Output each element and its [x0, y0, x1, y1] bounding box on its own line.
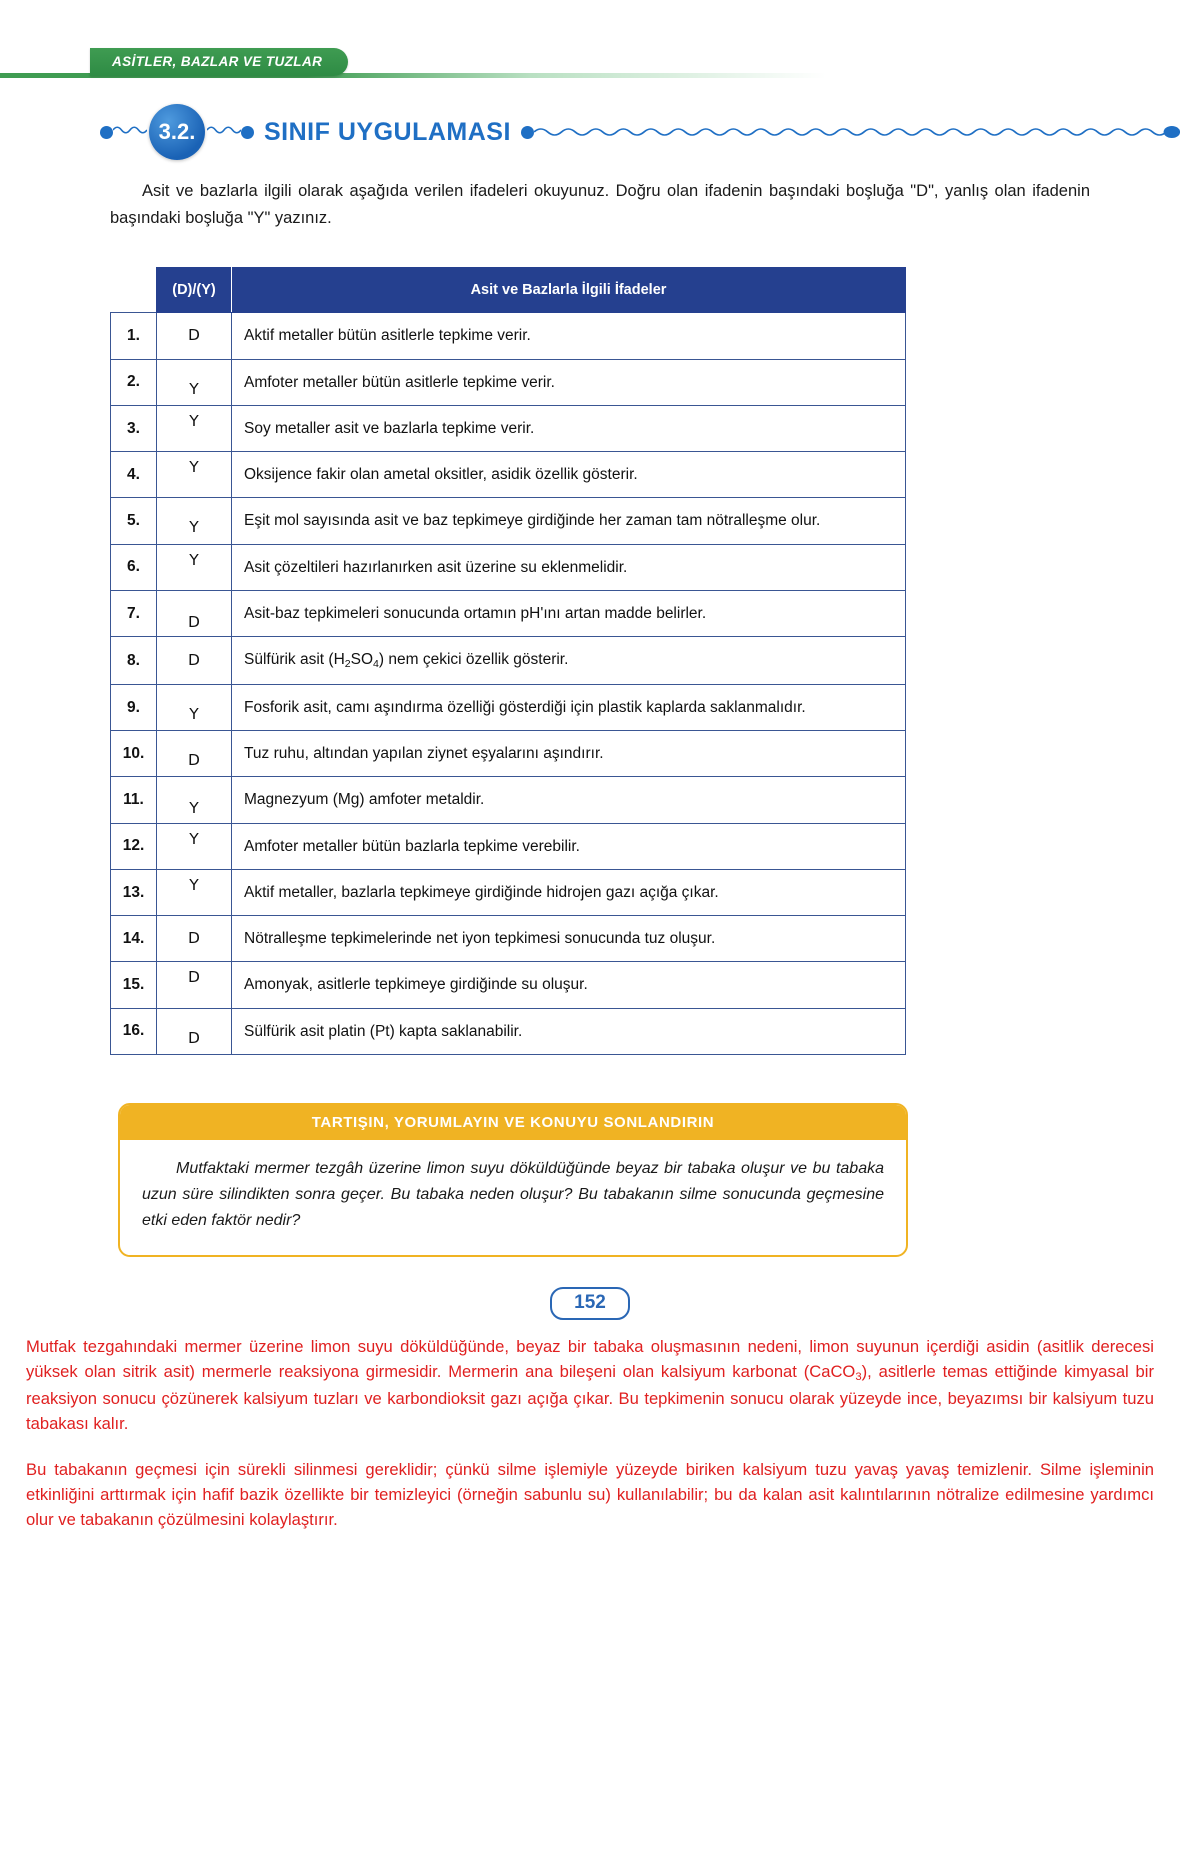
statement-cell: Soy metaller asit ve bazlarla tepkime verir. [232, 405, 906, 451]
header-number [111, 268, 157, 313]
answer-mark: Y [189, 379, 199, 398]
row-number: 8. [111, 637, 157, 685]
answer-mark: D [188, 968, 200, 987]
table-header-row [111, 268, 906, 313]
answer-cell[interactable] [157, 962, 232, 1008]
answer-cell[interactable] [157, 731, 232, 777]
answer-mark: D [188, 929, 200, 948]
answer-cell[interactable] [157, 916, 232, 962]
row-number: 13. [111, 869, 157, 915]
answer-cell[interactable] [157, 498, 232, 544]
squiggle-left-icon [113, 123, 147, 141]
answer-cell[interactable] [157, 1008, 232, 1054]
table-row [111, 544, 906, 590]
table-row [111, 823, 906, 869]
statement-cell: Sülfürik asit platin (Pt) kapta saklanabilir. [232, 1008, 906, 1054]
answer-cell[interactable] [157, 452, 232, 498]
answer-mark: D [188, 650, 200, 669]
table-row [111, 313, 906, 359]
statement-cell: Aktif metaller bütün asitlerle tepkime verir. [232, 313, 906, 359]
table-row [111, 637, 906, 685]
row-number: 15. [111, 962, 157, 1008]
statement-cell: Tuz ruhu, altından yapılan ziynet eşyalarını aşındırır. [232, 731, 906, 777]
row-number: 3. [111, 405, 157, 451]
answer-cell[interactable] [157, 684, 232, 730]
table-body [111, 313, 906, 1055]
row-number: 6. [111, 544, 157, 590]
table-row [111, 731, 906, 777]
section-header [0, 108, 1180, 156]
discussion-box [118, 1103, 908, 1257]
answer-paragraph-2: Bu tabakanın geçmesi için sürekli silinmesi gereklidir; çünkü silme işlemiyle yüzeyde biriken kalsiyum tuzu yavaş yavaş temizlenir. Silme işleminin etkinliğini arttırmak için hafif bazik özellikte bir temizleyici (örneğin sabunlu su) kullanılabilir; bu da kalan asit kalıntılarının nötralize edilmesine yardımcı olur ve tabakanın çözülmesini kolaylaştırır. [26, 1459, 1154, 1530]
table-row [111, 962, 906, 1008]
answer-mark: Y [189, 704, 199, 723]
row-number: 9. [111, 684, 157, 730]
bullet-dot-right-icon [521, 126, 534, 139]
statement-cell: Magnezyum (Mg) amfoter metaldir. [232, 777, 906, 823]
row-number: 16. [111, 1008, 157, 1054]
row-number: 1. [111, 313, 157, 359]
statement-cell: Amfoter metaller bütün asitlerle tepkime verir. [232, 359, 906, 405]
row-number: 7. [111, 590, 157, 636]
answer-cell[interactable] [157, 359, 232, 405]
table-row [111, 498, 906, 544]
answer-mark: D [188, 612, 200, 631]
page-number-container [0, 1287, 1180, 1320]
answer-cell[interactable] [157, 823, 232, 869]
table-row [111, 777, 906, 823]
answer-mark: Y [189, 411, 199, 430]
answer-cell[interactable] [157, 544, 232, 590]
answer-mark: Y [189, 550, 199, 569]
statement-cell: Eşit mol sayısında asit ve baz tepkimeye girdiğinde her zaman tam nötralleşme olur. [232, 498, 906, 544]
row-number: 12. [111, 823, 157, 869]
table-row [111, 869, 906, 915]
header-answer: (D)/(Y) [157, 268, 232, 313]
statements-table [110, 267, 906, 1055]
statement-cell: Amonyak, asitlerle tepkimeye girdiğinde su oluşur. [232, 962, 906, 1008]
intro-paragraph: Asit ve bazlarla ilgili olarak aşağıda verilen ifadeleri okuyunuz. Doğru olan ifadenin başındaki boşluğa "D", yanlış olan ifadenin başındaki boşluğa "Y" yazınız. [110, 182, 1090, 227]
table-row [111, 1008, 906, 1054]
answer-mark: Y [189, 458, 199, 477]
bullet-dot-mid-icon [241, 126, 254, 139]
answer-mark: D [188, 751, 200, 770]
row-number: 2. [111, 359, 157, 405]
answer-mark: Y [189, 875, 199, 894]
row-number: 5. [111, 498, 157, 544]
unit-tab-container [0, 0, 1180, 76]
table-row [111, 452, 906, 498]
statement-cell: Oksijence fakir olan ametal oksitler, asidik özellik gösterir. [232, 452, 906, 498]
answer-mark: D [188, 1028, 200, 1047]
answer-cell[interactable] [157, 777, 232, 823]
statement-cell: Nötralleşme tepkimelerinde net iyon tepkimesi sonucunda tuz oluşur. [232, 916, 906, 962]
answer-mark: D [188, 326, 200, 345]
table-row [111, 359, 906, 405]
answer-cell[interactable] [157, 637, 232, 685]
squiggle-mid-icon [207, 123, 241, 141]
statement-cell: Amfoter metaller bütün bazlarla tepkime verebilir. [232, 823, 906, 869]
statement-cell: Asit çözeltileri hazırlanırken asit üzerine su eklenmelidir. [232, 544, 906, 590]
table-row [111, 405, 906, 451]
answer-mark: Y [189, 799, 199, 818]
statement-cell: Fosforik asit, camı aşındırma özelliği gösterdiği için plastik kaplarda saklanmalıdır. [232, 684, 906, 730]
discussion-body: Mutfaktaki mermer tezgâh üzerine limon suyu döküldüğünde beyaz bir tabaka oluşur ve bu tabaka uzun süre silindikten sonra geçer. Bu tabaka neden oluşur? Bu tabakanın silme sonucunda geçmesine etki eden faktör nedir? [142, 1159, 884, 1230]
statement-cell: Sülfürik asit $(H_2SO_4)$ nem çekici özellik gösterir. [232, 637, 906, 685]
row-number: 4. [111, 452, 157, 498]
row-number: 14. [111, 916, 157, 962]
section-title: SINIF UYGULAMASI [264, 117, 511, 146]
row-number: 10. [111, 731, 157, 777]
squiggle-tail-icon [534, 125, 1180, 139]
statements-table-container [110, 267, 1112, 1055]
answer-cell[interactable] [157, 590, 232, 636]
table-row [111, 684, 906, 730]
answer-cell[interactable] [157, 405, 232, 451]
discussion-title: TARTIŞIN, YORUMLAYIN VE KONUYU SONLANDIRIN [120, 1105, 906, 1140]
unit-tab-label: ASİTLER, BAZLAR VE TUZLAR [90, 48, 348, 76]
table-row [111, 916, 906, 962]
statement-cell: Aktif metaller, bazlarla tepkimeye girdiğinde hidrojen gazı açığa çıkar. [232, 869, 906, 915]
section-number-badge: 3.2. [149, 104, 205, 160]
row-number: 11. [111, 777, 157, 823]
answer-explanation [26, 1334, 1154, 1533]
answer-paragraph-1: Mutfak tezgahındaki mermer üzerine limon suyu döküldüğünde, beyaz bir tabaka oluşmasının nedeni, limon suyunun içerdiği asidin (asitlik derecesi yüksek olan sitrik asit) mermerle reaksiyona girmesidir. Mermerin ana bileşeni olan kalsiyum karbonat (CaCO$_3$), asitlerle temas ettiğinde kimyasal bir reaksiyon sonucu çözünerek kalsiyum tuzları ve karbondioksit gazı açığa çıkar. Bu tepkimenin sonucu olarak yüzeyde ince, beyazımsı bir kalsiyum tuzu tabakası kalır. [26, 1336, 1155, 1434]
answer-cell[interactable] [157, 869, 232, 915]
answer-cell[interactable] [157, 313, 232, 359]
table-row [111, 590, 906, 636]
page-number: 152 [550, 1287, 630, 1320]
answer-mark: Y [189, 518, 199, 537]
header-statement: Asit ve Bazlarla İlgili İfadeler [232, 268, 906, 313]
statement-cell: Asit-baz tepkimeleri sonucunda ortamın pH'ını artan madde belirler. [232, 590, 906, 636]
bullet-dot-left-icon [100, 126, 113, 139]
answer-mark: Y [189, 829, 199, 848]
